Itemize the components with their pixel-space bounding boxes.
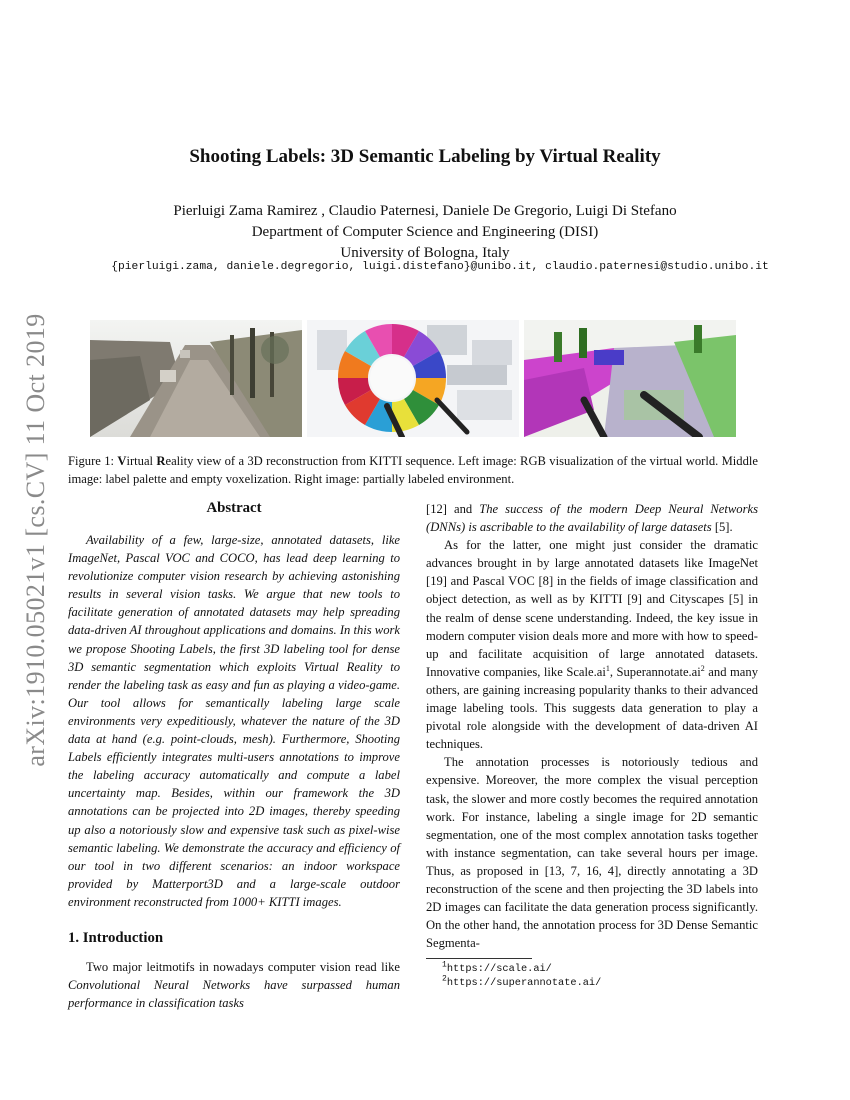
intro-p1-b: Convolutional Neural Networks have surpassed human performance in classification tasks <box>68 978 400 1011</box>
author-list: Pierluigi Zama Ramirez , Claudio Paternesi, Daniele De Gregorio, Luigi Di Stefano <box>173 203 677 219</box>
intro-p3: The annotation processes is notoriously tedious and expensive. Moreover, the more complex the visual perception task, the slower and more costly becomes the required annotation work. For instance, labeling a single image for 2D semantic segmentation, one of the most complex annotation tasks together with instance segmentation, can take several hours per image. Thus, as proposed in [13, 7, 16, 4], directly annotating a 3D reconstruction of the scene and then projecting the 3D labels into 2D images can facilitate the data generation process significantly. On the other hand, the annotation process for 3D Dense Semantic Segmenta- <box>426 755 758 951</box>
figure-image-palette <box>307 320 519 437</box>
introduction-heading: 1. Introduction <box>68 930 164 946</box>
intro-p1-a: Two major leitmotifs in nowadays computer vision read like <box>86 960 400 974</box>
footnote-divider <box>426 958 532 959</box>
arxiv-identifier-text: arXiv:1910.05021v1 [cs.CV] 11 Oct 2019 <box>21 313 50 767</box>
author-block <box>100 201 750 264</box>
caption-label: Figure 1: <box>68 454 118 468</box>
intro-p1-continued <box>426 500 758 536</box>
intro-p2-a: As for the latter, one might just consider the dramatic advances brought in by large annotated datasets like ImageNet [19] and Pascal VOC [8] in the fields of image classification and object detection, as well as by KITTI [9] and Cityscapes [5] in the realm of dense scene understanding. Indeed, the key issue in modern computer vision deals more and more with how to speed-up and facilitate acquisition of large annotated datasets. Innovative companies, like Scale.ai <box>426 538 758 679</box>
figure-image-labeled <box>524 320 736 437</box>
figure-caption <box>68 453 758 488</box>
footnote-2 <box>442 974 774 989</box>
intro-p1-c: [12] and <box>426 502 480 516</box>
intro-p1-e: [5]. <box>711 520 733 535</box>
arxiv-identifier <box>8 296 64 784</box>
introduction-paragraph-1-start <box>68 958 400 1012</box>
footnote-1-number: 1 <box>442 960 447 970</box>
affiliation-department: Department of Computer Science and Engineering (DISI) <box>251 224 599 240</box>
caption-bold-r: R <box>156 454 166 468</box>
caption-bold-v: V <box>117 454 127 468</box>
intro-p1-d: The success of the modern Deep Neural Networks (DNNs) is ascribable to the availability of large datasets <box>426 502 758 535</box>
footnote-2-url[interactable]: https://superannotate.ai/ <box>446 977 602 989</box>
figure-image-rgb <box>90 320 302 437</box>
intro-p2-b: , Superannotate.ai <box>609 664 701 679</box>
intro-p2-c: and many others, are gaining increasing popularity thanks to their advanced image labeling tools. This suggests data generation to play a pivotal role alongside with the development of data-driven AI techniques. <box>426 664 758 752</box>
footnote-ref-1[interactable]: 1 <box>605 663 610 673</box>
footnote-ref-2[interactable]: 2 <box>700 663 705 673</box>
introduction-continuation <box>426 500 758 952</box>
abstract-body <box>68 531 400 911</box>
abstract-heading: Abstract <box>206 500 262 516</box>
caption-text: eality view of a 3D reconstruction from KITTI sequence. Left image: RGB visualization of the virtual world. Middle image: label palette and empty voxelization. Right image: partially labeled environment. <box>68 454 758 486</box>
intro-p2 <box>426 536 758 753</box>
caption-text-irtual: irtual <box>126 454 157 468</box>
footnote-1 <box>442 960 774 975</box>
paper-title: Shooting Labels: 3D Semantic Labeling by Virtual Reality <box>189 146 661 167</box>
abstract-text: Availability of a few, large-size, annotated datasets, like ImageNet, Pascal VOC and COCO, has lead deep learning to revolutionize computer vision research by achieving astonishing results in several vision tasks. We argue that new tools to facilitate generation of annotated datasets may help spreading data-driven AI throughout applications and domains. In this work we propose Shooting Labels, the first 3D labeling tool for dense 3D semantic segmentation which exploits Virtual Reality to render the labeling task as easy and fun as playing a video-game. Our tool allows for semantically labeling large scale environments very expeditiously, whatever the nature of the 3D data at hand (e.g. point-clouds, mesh). Furthermore, Shooting Labels efficiently integrates multi-users annotations to improve the labeling accuracy automatically and compute a label uncertainty map. Besides, within our framework the 3D annotations can be projected into 2D images, thereby speeding up also a notoriously slow and expensive task such as pixel-wise semantic labeling. We demonstrate the accuracy and efficiency of our tool in two different scenarios: an indoor workspace provided by Matterport3D and a large-scale outdoor environment reconstructed from 1000+ KITTI images. <box>68 533 400 909</box>
affiliation-university: University of Bologna, Italy <box>340 245 510 261</box>
author-emails: {pierluigi.zama, daniele.degregorio, luigi.distefano}@unibo.it, claudio.paternesi@studio.unibo.it <box>111 261 769 273</box>
footnote-2-number: 2 <box>442 974 447 984</box>
footnote-1-url[interactable]: https://scale.ai/ <box>446 963 552 975</box>
